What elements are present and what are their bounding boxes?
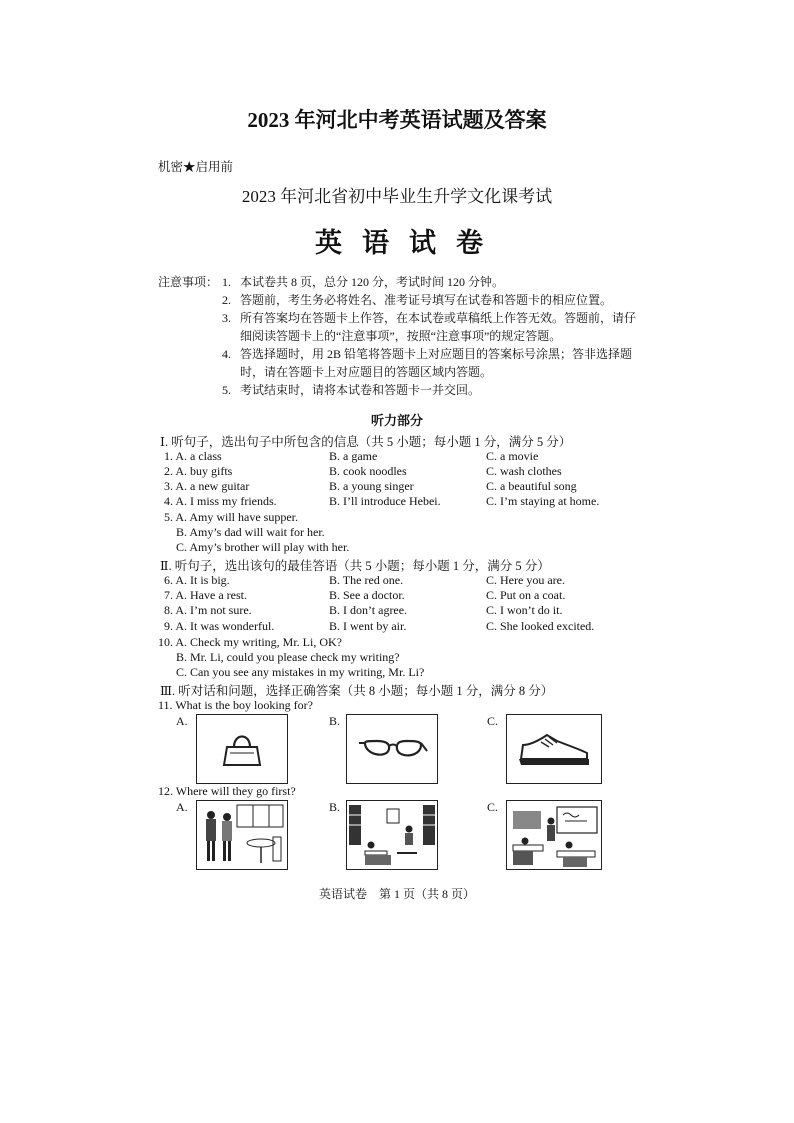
q10-option-b: B. Mr. Li, could you please check my writing?	[176, 650, 400, 664]
notes-label: 注意事项：	[158, 275, 219, 289]
note-number: 4.	[222, 347, 231, 361]
q11-option-a-label: A.	[176, 714, 188, 728]
note-number: 2.	[222, 293, 231, 307]
q12-question: 12. Where will they go first?	[158, 784, 296, 798]
q9-option-b: B. I went by air.	[329, 619, 407, 633]
note-item	[222, 291, 662, 309]
listening-section-title: 听力部分	[370, 413, 423, 428]
q11-option-c-label: C.	[487, 714, 499, 728]
q8-option-a: 8. A. I’m not sure.	[164, 603, 252, 617]
note-line: 时，请在答题卡上对应题目的答题区域内答题。	[240, 365, 493, 379]
q4-option-c: C. I’m staying at home.	[486, 494, 600, 508]
q6-option-c: C. Here you are.	[486, 573, 565, 587]
q6-option-a: 6. A. It is big.	[164, 573, 230, 587]
library-scene-icon	[347, 801, 437, 869]
q8-option-c: C. I won’t do it.	[486, 603, 563, 617]
secret-mark: 机密★启用前	[158, 160, 234, 174]
q12-option-b-image	[346, 800, 438, 870]
note-item	[222, 381, 662, 399]
q1-option-a: 1. A. a class	[164, 449, 222, 463]
q4-option-b: B. I’ll introduce Hebei.	[329, 494, 441, 508]
q1-option-c: C. a movie	[486, 449, 539, 463]
q11-option-c-image	[506, 714, 602, 784]
note-item	[222, 273, 662, 291]
note-number: 5.	[222, 383, 231, 397]
part3-heading: Ⅲ. 听对话和问题，选择正确答案（共 8 小题；每小题 1 分，满分 8 分）	[160, 684, 554, 698]
q3-option-b: B. a young singer	[329, 479, 414, 493]
q5-option-a: 5. A. Amy will have supper.	[164, 510, 298, 524]
q12-option-a-image	[196, 800, 288, 870]
document-title: 2023 年河北中考英语试题及答案	[247, 108, 547, 132]
note-line: 答选择题时，用 2B 铅笔将答题卡上对应题目的答案标号涂黑；答非选择题	[240, 347, 633, 361]
q3-option-a: 3. A. a new guitar	[164, 479, 250, 493]
q3-option-c: C. a beautiful song	[486, 479, 577, 493]
glasses-icon	[347, 715, 437, 783]
q12-option-c-label: C.	[487, 800, 499, 814]
note-item	[222, 309, 662, 345]
q12-option-a-label: A.	[176, 800, 188, 814]
q5-option-b: B. Amy’s dad will wait for her.	[176, 525, 325, 539]
note-line: 本试卷共 8 页，总分 120 分，考试时间 120 分钟。	[240, 275, 505, 289]
q10-option-a: 10. A. Check my writing, Mr. Li, OK?	[158, 635, 342, 649]
q12-option-b-label: B.	[329, 800, 341, 814]
restaurant-scene-icon	[197, 801, 287, 869]
q11-option-b-label: B.	[329, 714, 341, 728]
q6-option-b: B. The red one.	[329, 573, 404, 587]
paper-title: 英语试卷	[315, 228, 503, 258]
q5-option-c: C. Amy’s brother will play with her.	[176, 540, 350, 554]
note-number: 3.	[222, 311, 231, 325]
q4-option-a: 4. A. I miss my friends.	[164, 494, 277, 508]
q11-option-a-image	[196, 714, 288, 784]
part1-heading: Ⅰ. 听句子，选出句子中所包含的信息（共 5 小题；每小题 1 分，满分 5 分）	[160, 435, 572, 449]
q2-option-c: C. wash clothes	[486, 464, 562, 478]
notes-list	[222, 273, 662, 399]
q11-question: 11. What is the boy looking for?	[158, 698, 313, 712]
note-line: 细阅读答题卡上的“注意事项”，按照“注意事项”的规定答题。	[240, 329, 562, 343]
q2-option-b: B. cook noodles	[329, 464, 407, 478]
note-number: 1.	[222, 275, 231, 289]
page-footer: 英语试卷 第 1 页（共 8 页）	[318, 887, 475, 901]
q2-option-a: 2. A. buy gifts	[164, 464, 233, 478]
note-line: 答题前，考生务必将姓名、准考证号填写在试卷和答题卡的相应位置。	[240, 293, 613, 307]
sneaker-icon	[507, 715, 601, 783]
note-line: 所有答案均在答题卡上作答，在本试卷或草稿纸上作答无效。答题前，请仔	[240, 311, 637, 325]
q1-option-b: B. a game	[329, 449, 378, 463]
q10-option-c: C. Can you see any mistakes in my writing, Mr. Li?	[176, 665, 425, 679]
q7-option-a: 7. A. Have a rest.	[164, 588, 247, 602]
q11-option-b-image	[346, 714, 438, 784]
note-item	[222, 345, 662, 381]
exam-title: 2023 年河北省初中毕业生升学文化课考试	[241, 187, 553, 206]
q12-option-c-image	[506, 800, 602, 870]
note-line: 考试结束时，请将本试卷和答题卡一并交回。	[240, 383, 481, 397]
q7-option-c: C. Put on a coat.	[486, 588, 566, 602]
q8-option-b: B. I don’t agree.	[329, 603, 408, 617]
classroom-scene-icon	[507, 801, 601, 869]
q9-option-a: 9. A. It was wonderful.	[164, 619, 275, 633]
part2-heading: Ⅱ. 听句子，选出该句的最佳答语（共 5 小题；每小题 1 分，满分 5 分）	[160, 559, 550, 573]
q7-option-b: B. See a doctor.	[329, 588, 405, 602]
handbag-icon	[197, 715, 287, 783]
q9-option-c: C. She looked excited.	[486, 619, 595, 633]
